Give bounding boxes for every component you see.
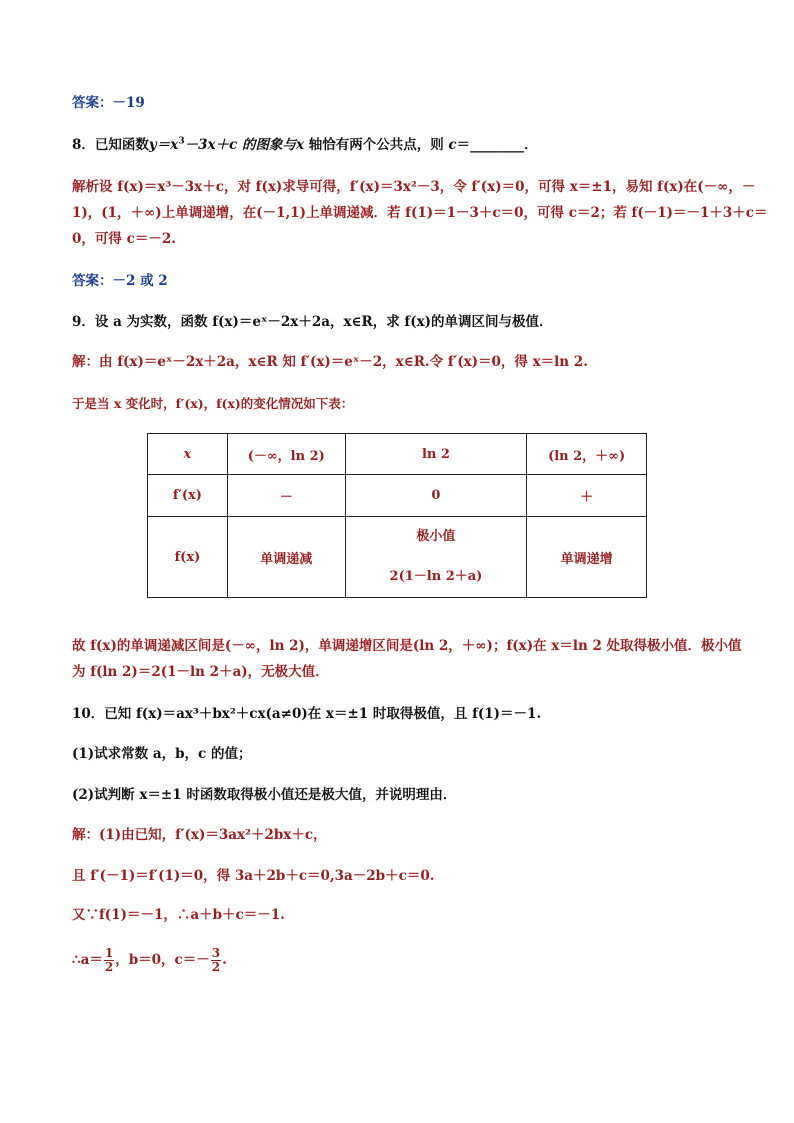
q10-solution-line-3: 又∵f(1)＝－1，∴a＋b＋c＝－1. bbox=[72, 907, 285, 923]
q9-solution-line-2: 于是当 x 变化时，f′(x)，f(x)的变化情况如下表： bbox=[72, 396, 354, 411]
table-header-row bbox=[148, 434, 647, 475]
table-cell-fprime-mid: 0 bbox=[345, 475, 527, 517]
table-cell-minimum-value: 2(1－ln 2＋a) bbox=[389, 569, 483, 584]
q9-conclusion-line-1: 故 f(x)的单调递减区间是(－∞，ln 2)，单调递增区间是(ln 2，＋∞)；f(x)在 x＝ln 2 处取得极小值．极小值 bbox=[72, 638, 742, 654]
q10-part-2: (2)试判断 x＝±1 时函数取得极小值还是极大值，并说明理由． bbox=[72, 787, 457, 803]
table-cell-f-mid bbox=[345, 517, 527, 598]
q9-solution-line-1: 解：由 f(x)＝eˣ－2x＋2a，x∈R 知 f′(x)＝eˣ－2，x∈R.令 f′(x)＝0，得 x＝ln 2. bbox=[72, 354, 588, 370]
table-row-f bbox=[148, 517, 647, 598]
table-cell-f-label: f(x) bbox=[148, 517, 228, 598]
table-cell-f-right: 单调递增 bbox=[527, 517, 647, 598]
table-cell-fprime-label: f′(x) bbox=[148, 475, 228, 517]
q9-conclusion-line-2: 为 f(ln 2)＝2(1－ln 2＋a)，无极大值． bbox=[72, 664, 329, 680]
fraction-c: $\frac{3}{2}$ bbox=[211, 946, 221, 974]
table-row-fprime bbox=[148, 475, 647, 517]
q8-solution-line-2: 1)，(1，＋∞)上单调递增，在(－1,1)上单调递减．若 f(1)＝1－3＋c＝0，可得 c＝2；若 f(－1)＝－1＋3＋c＝ bbox=[72, 205, 768, 221]
table-header-interval-left: (－∞，ln 2) bbox=[227, 434, 345, 475]
q8-solution-line-1: 解析设 f(x)＝x³－3x＋c，对 f(x)求导可得，f′(x)＝3x²－3，令 f′(x)＝0，可得 x＝±1，易知 f(x)在(－∞，－ bbox=[72, 179, 756, 195]
fraction-a: $\frac{1}{2}$ bbox=[104, 946, 114, 974]
table-cell-minimum-label: 极小值 bbox=[416, 529, 456, 544]
table-header-ln2: ln 2 bbox=[345, 434, 527, 475]
variation-table bbox=[147, 433, 647, 598]
table-cell-f-left: 单调递减 bbox=[227, 517, 345, 598]
q10-final-values: ∴a＝ $\frac{1}{2}$ ，b＝0，c＝－ $\frac{3}{2}$ . bbox=[72, 946, 227, 974]
q7-answer: 答案：－19 bbox=[72, 95, 145, 111]
q10-part-1: (1)试求常数 a，b，c 的值； bbox=[72, 746, 252, 762]
q8-stem: 8．已知函数$y=x^3-3x+c$ 的图象与x 轴恰有两个公共点，则 c＝________． bbox=[72, 136, 538, 153]
q9-stem: 9．设 a 为实数，函数 f(x)＝eˣ－2x＋2a，x∈R，求 f(x)的单调区间与极值． bbox=[72, 314, 553, 330]
q8-answer: 答案：－2 或 2 bbox=[72, 273, 168, 289]
table-cell-fprime-right: ＋ bbox=[527, 475, 647, 517]
q10-solution-line-1: 解：(1)由已知，f′(x)＝3ax²＋2bx＋c， bbox=[72, 827, 327, 843]
table-cell-fprime-left: － bbox=[227, 475, 345, 517]
q10-solution-line-2: 且 f′(－1)＝f′(1)＝0，得 3a＋2b＋c＝0,3a－2b＋c＝0. bbox=[72, 868, 435, 884]
table-header-interval-right: (ln 2，＋∞) bbox=[527, 434, 647, 475]
table-header-x: x bbox=[148, 434, 228, 475]
q10-stem: 10．已知 f(x)＝ax³＋bx²＋cx(a≠0)在 x＝±1 时取得极值，且 f(1)＝－1. bbox=[72, 706, 542, 722]
q8-solution-line-3: 0，可得 c＝－2. bbox=[72, 231, 176, 247]
